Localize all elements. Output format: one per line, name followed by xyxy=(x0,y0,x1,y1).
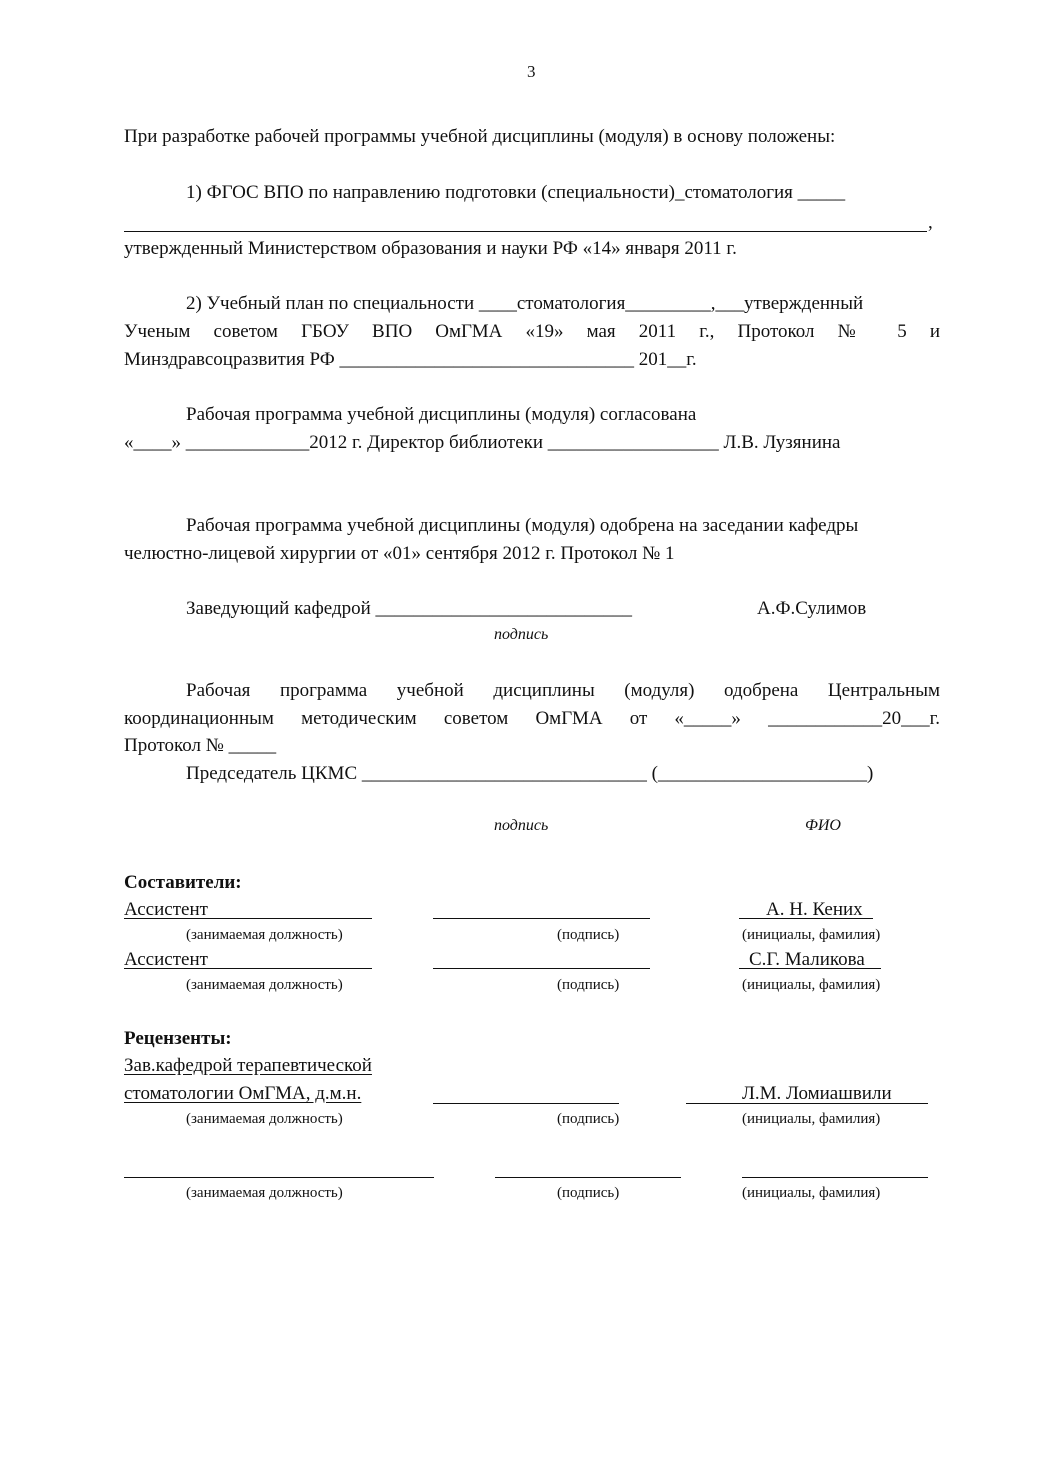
council-chair: Председатель ЦКМС ______________________________ (______________________) xyxy=(186,763,874,784)
department-head-name: А.Ф.Сулимов xyxy=(757,598,867,619)
item1-line3: утвержденный Министерством образования и науки РФ «14» января 2011 г. xyxy=(124,238,737,259)
author-1-signature-line xyxy=(433,918,650,919)
reviewer-caption-position: (занимаемая должность) xyxy=(186,1111,343,1127)
council-line3: Протокол № _____ xyxy=(124,735,277,756)
reviewer-name-line xyxy=(686,1103,928,1104)
author-1-position: Ассистент xyxy=(124,899,208,920)
author-1-position-line xyxy=(124,918,372,919)
reviewer-2-name-line xyxy=(742,1177,928,1178)
intro-paragraph: При разработке рабочей программы учебной дисциплины (модуля) в основу положены: xyxy=(124,126,836,147)
author-2-caption-position: (занимаемая должность) xyxy=(186,977,343,993)
council-caption-fio: ФИО xyxy=(805,817,841,834)
authors-heading: Составители: xyxy=(124,872,242,893)
author-2-signature-line xyxy=(433,968,650,969)
item2-line1: 2) Учебный план по специальности ____стоматология_________,___утвержденный xyxy=(186,293,864,314)
reviewer-2-caption-signature: (подпись) xyxy=(557,1185,620,1201)
council-line2: координационным методическим советом ОмГМА от «_____» ____________20___г. xyxy=(124,708,940,729)
reviewer-caption-name: (инициалы, фамилия) xyxy=(742,1111,881,1127)
reviewer-position-line1: Зав.кафедрой терапевтической xyxy=(124,1055,372,1076)
reviewer-2-caption-position: (занимаемая должность) xyxy=(186,1185,343,1201)
author-2-caption-name: (инициалы, фамилия) xyxy=(742,977,881,993)
author-1-caption-signature: (подпись) xyxy=(557,927,620,943)
reviewer-caption-signature: (подпись) xyxy=(557,1111,620,1127)
library-line1: Рабочая программа учебной дисциплины (модуля) согласована xyxy=(186,404,697,425)
reviewer-2-caption-name: (инициалы, фамилия) xyxy=(742,1185,881,1201)
reviewer-signature-line xyxy=(433,1103,619,1104)
author-2-caption-signature: (подпись) xyxy=(557,977,620,993)
council-caption-signature: подпись xyxy=(494,817,549,834)
author-1-name-line xyxy=(739,918,873,919)
reviewers-heading: Рецензенты: xyxy=(124,1028,232,1049)
council-line1: Рабочая программа учебной дисциплины (модуля) одобрена Центральным xyxy=(186,680,940,701)
department-signature-caption: подпись xyxy=(494,626,549,643)
author-2-position: Ассистент xyxy=(124,949,208,970)
library-line2: «____» _____________2012 г. Директор библиотеки __________________ Л.В. Лузянина xyxy=(124,432,841,453)
item2-line2: Ученым советом ГБОУ ВПО ОмГМА «19» мая 2011 г., Протокол № 5 и xyxy=(124,321,940,342)
author-2-position-line xyxy=(124,968,372,969)
item1-blank-line xyxy=(124,231,927,232)
author-1-caption-position: (занимаемая должность) xyxy=(186,927,343,943)
page-number: 3 xyxy=(527,62,536,81)
item1-comma: , xyxy=(928,212,933,233)
department-line1: Рабочая программа учебной дисциплины (модуля) одобрена на заседании кафедры xyxy=(186,515,859,536)
item1-line1: 1) ФГОС ВПО по направлению подготовки (специальности)_стоматология _____ xyxy=(186,182,846,203)
author-1-name: А. Н. Кених xyxy=(766,899,863,920)
department-line2: челюстно-лицевой хирургии от «01» сентября 2012 г. Протокол № 1 xyxy=(124,543,675,564)
author-2-name: С.Г. Маликова xyxy=(749,949,865,970)
reviewer-2-position-line xyxy=(124,1177,434,1178)
reviewer-name: Л.М. Ломиашвили xyxy=(742,1083,892,1104)
author-1-caption-name: (инициалы, фамилия) xyxy=(742,927,881,943)
author-2-name-line xyxy=(739,968,881,969)
item2-line3: Минздравсоцразвития РФ _______________________________ 201__г. xyxy=(124,349,697,370)
department-head-label: Заведующий кафедрой ___________________________ xyxy=(186,598,633,619)
reviewer-2-signature-line xyxy=(495,1177,681,1178)
reviewer-position-line2: стоматологии ОмГМА, д.м.н. xyxy=(124,1083,362,1104)
